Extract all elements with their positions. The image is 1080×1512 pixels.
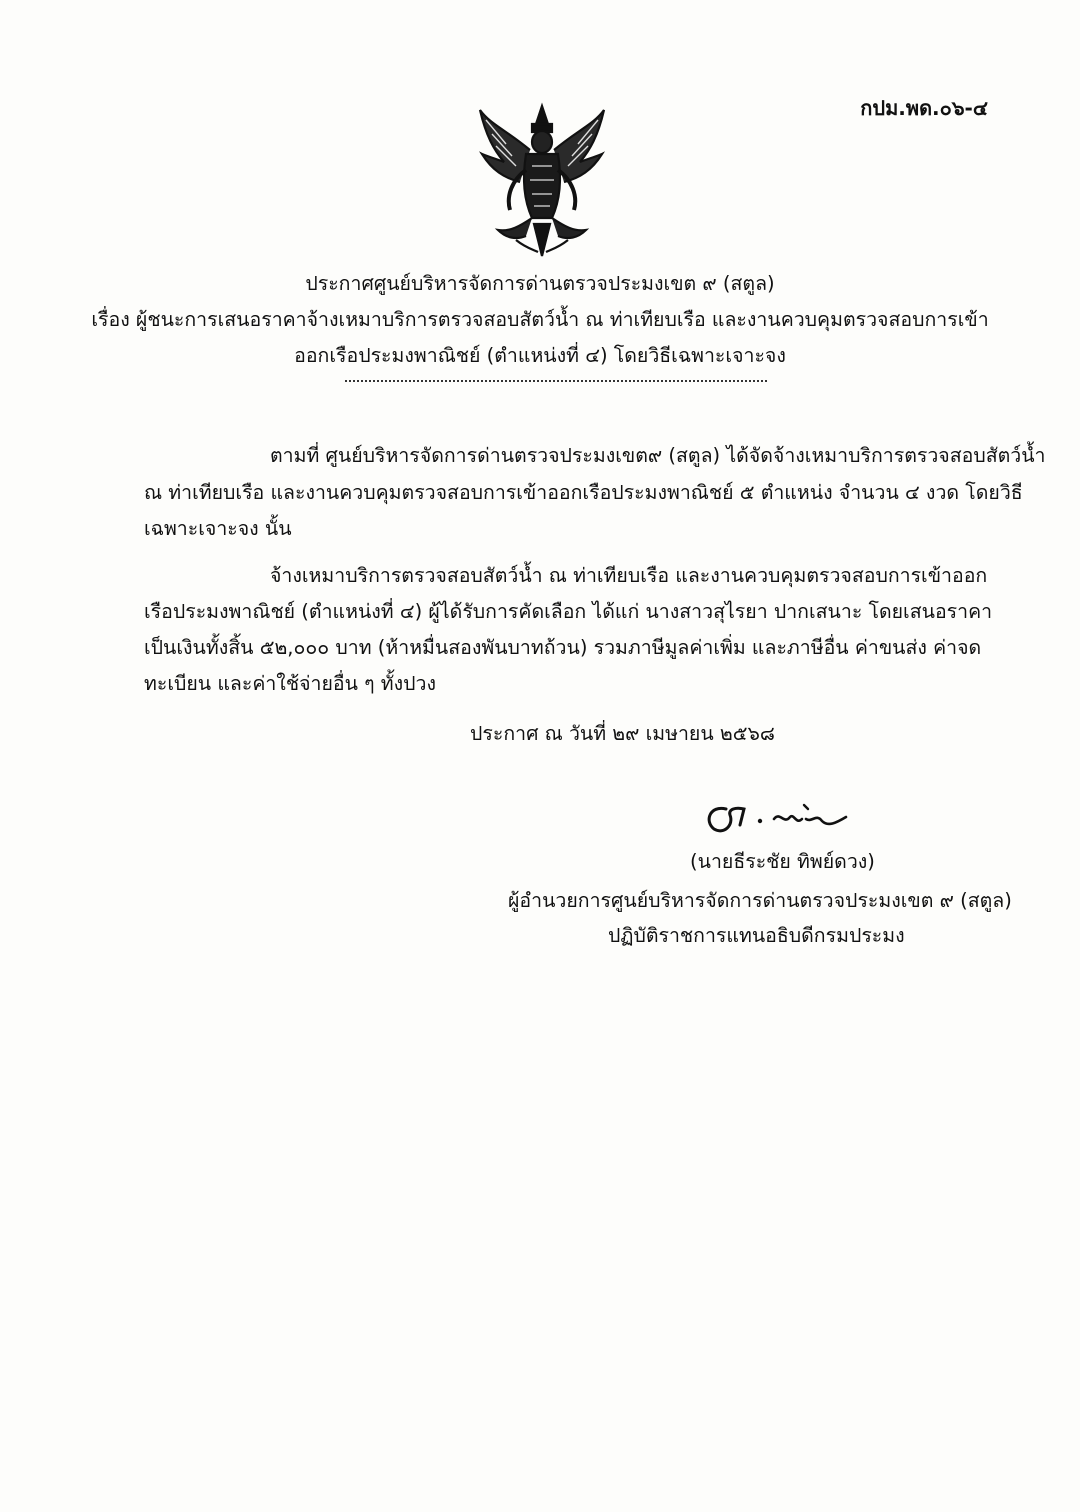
paragraph-2-line: เป็นเงินทั้งสิ้น ๕๒,๐๐๐ บาท (ห้าหมื่นสองพันบาทถ้วน) รวมภาษีมูลค่าเพิ่ม และภาษีอื่น ค่าขนส่ง ค่าจด [144,636,982,659]
handwritten-signature [700,795,850,840]
signer-acting-on-behalf: ปฏิบัติราชการแทนอธิบดีกรมประมง [608,924,905,947]
announcement-date: ประกาศ ณ วันที่ ๒๙ เมษายน ๒๕๖๘ [470,722,775,745]
document-code: กปม.พด.๐๖-๔ [860,96,988,120]
announcement-title: ประกาศศูนย์บริหารจัดการด่านตรวจประมงเขต ๙ (สตูล) [305,272,775,295]
garuda-emblem-icon [476,100,608,258]
subject-line-continued: ออกเรือประมงพาณิชย์ (ตำแหน่งที่ ๔) โดยวิธีเฉพาะเจาะจง [294,344,786,367]
dotted-separator [345,380,767,382]
paragraph-2-line: เรือประมงพาณิชย์ (ตำแหน่งที่ ๔) ผู้ได้รับการคัดเลือก ได้แก่ นางสาวสุไรยา ปากเสนาะ โดยเสนอราคา [144,600,993,623]
paragraph-1-line: ณ ท่าเทียบเรือ และงานควบคุมตรวจสอบการเข้าออกเรือประมงพาณิชย์ ๕ ตำแหน่ง จำนวน ๔ งวด โดยวิธี [144,481,1023,504]
paragraph-1-line: เฉพาะเจาะจง นั้น [144,517,292,540]
paragraph-2-line: จ้างเหมาบริการตรวจสอบสัตว์น้ำ ณ ท่าเทียบเรือ และงานควบคุมตรวจสอบการเข้าออก [270,564,988,587]
signer-position: ผู้อำนวยการศูนย์บริหารจัดการด่านตรวจประมงเขต ๙ (สตูล) [508,889,1012,912]
paragraph-1-line: ตามที่ ศูนย์บริหารจัดการด่านตรวจประมงเขต๙ (สตูล) ได้จัดจ้างเหมาบริการตรวจสอบสัตว์น้ำ [270,444,1046,467]
paragraph-2-line: ทะเบียน และค่าใช้จ่ายอื่น ๆ ทั้งปวง [144,672,437,695]
signer-name: (นายธีระชัย ทิพย์ดวง) [690,850,875,873]
subject-line: เรื่อง ผู้ชนะการเสนอราคาจ้างเหมาบริการตรวจสอบสัตว์น้ำ ณ ท่าเทียบเรือ และงานควบคุมตรวจสอบการเข้า [91,308,989,331]
